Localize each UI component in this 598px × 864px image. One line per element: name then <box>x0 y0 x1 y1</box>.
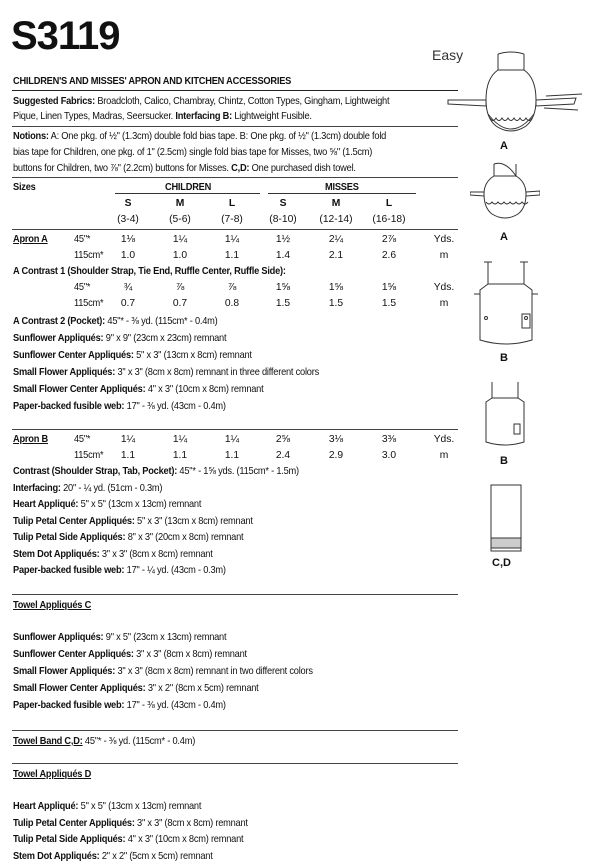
fabric-width: 115cm* <box>74 250 104 261</box>
towel-illustration <box>490 484 522 554</box>
requirement-line <box>13 348 252 363</box>
notions-line-3 <box>13 161 356 176</box>
requirement-text: 8" x 3" (20cm x 8cm) remnant <box>127 532 244 543</box>
requirement-label: Stem Dot Appliqués: <box>13 850 100 862</box>
yardage-cell: 1.4 <box>275 250 291 261</box>
size-letter: S <box>279 198 287 209</box>
requirement-text: 3" x 3" (8cm x 8cm) remnant <box>101 548 213 560</box>
apron-b-label: Apron B <box>13 434 48 445</box>
fabrics-line-2 <box>13 109 312 124</box>
fabrics-text-2: Pique, Linen Types, Madras, Seersucker. <box>13 111 174 122</box>
requirement-label: Paper-backed fusible web: <box>13 700 125 711</box>
yardage-cell: 1¼ <box>172 434 188 445</box>
towel-band-text: 45"* - ⅜ yd. (115cm* - 0.4m) <box>84 736 196 747</box>
pattern-title: CHILDREN'S AND MISSES' APRON AND KITCHEN ACCESSORIES <box>13 76 292 87</box>
requirement-line <box>13 832 243 847</box>
yardage-cell: 2⅞ <box>381 234 397 245</box>
size-letter: M <box>331 198 341 209</box>
notions-text-3: buttons for Children, two ⅞" (2.2cm) buttons for Misses. <box>13 163 229 174</box>
yardage-cell: 3⅜ <box>381 434 397 445</box>
yardage-cell: 1½ <box>275 234 291 245</box>
divider <box>12 126 458 127</box>
requirement-label: Contrast (Shoulder Strap, Tab, Pocket): <box>13 466 178 477</box>
size-range: (12-14) <box>319 214 353 225</box>
fabric-width: 45"* <box>74 234 91 245</box>
divider <box>12 594 458 595</box>
yardage-cell: 1.1 <box>172 450 188 461</box>
interfacing-label: Interfacing B: <box>175 111 232 122</box>
yardage-cell: 3⅛ <box>328 434 344 445</box>
requirement-text: 5" x 3" (13cm x 8cm) remnant <box>136 350 252 361</box>
apron-a-child-illustration <box>470 160 540 226</box>
requirement-label: Small Flower Appliqués: <box>13 367 116 378</box>
interfacing-text: Lightweight Fusible. <box>234 111 312 122</box>
yardage-cell: 1¼ <box>120 434 136 445</box>
requirement-text: 17" - ¼ yd. (43cm - 0.3m) <box>126 565 226 576</box>
requirement-line <box>13 382 263 397</box>
requirement-line <box>13 497 201 512</box>
unit-label: Yds. <box>433 434 455 445</box>
divider <box>12 429 458 430</box>
notions-line-1 <box>13 129 386 144</box>
requirement-line <box>13 647 247 662</box>
requirement-label: Tulip Petal Side Appliqués: <box>13 834 126 845</box>
yardage-cell: ¾ <box>123 282 133 293</box>
requirement-text: 2" x 2" (5cm x 5cm) remnant <box>101 850 213 862</box>
view-label-a: A <box>500 140 508 152</box>
fabrics-line-1 <box>13 94 389 109</box>
requirement-label: Interfacing: <box>13 482 61 494</box>
notions-label: Notions: <box>13 131 49 142</box>
yardage-cell: 1.1 <box>224 250 240 261</box>
divider <box>12 229 458 230</box>
requirement-text: 3" x 3" (8cm x 8cm) remnant in two different colors <box>117 666 313 677</box>
sizes-label: Sizes <box>13 182 36 193</box>
yardage-cell: 2⅝ <box>275 434 291 445</box>
requirement-text: 4" x 3" (10cm x 8cm) remnant <box>147 384 264 395</box>
unit-label: Yds. <box>433 282 455 293</box>
apron-b-illustration <box>474 260 538 352</box>
children-label: CHILDREN <box>165 182 212 193</box>
unit-label: m <box>439 298 449 309</box>
yardage-cell: 2.9 <box>328 450 344 461</box>
divider <box>12 730 458 731</box>
requirement-label: Paper-backed fusible web: <box>13 565 125 576</box>
apron-a-illustration <box>446 48 586 148</box>
yardage-cell: 1.5 <box>381 298 397 309</box>
requirement-line <box>13 481 162 496</box>
yardage-cell: 0.7 <box>172 298 188 309</box>
divider <box>12 90 458 91</box>
towel-d-heading: Towel Appliqués D <box>13 769 92 780</box>
towel-band-line <box>13 734 195 749</box>
requirement-label: Small Flower Center Appliqués: <box>13 683 146 694</box>
fabric-width: 115cm* <box>74 298 104 309</box>
size-letter: S <box>124 198 132 209</box>
requirement-text: 3" x 3" (8cm x 8cm) remnant <box>137 817 248 829</box>
yardage-cell: 1⅝ <box>275 282 291 293</box>
yardage-cell: 0.8 <box>224 298 240 309</box>
requirement-text: 45"* - 1⅝ yds. (115cm* - 1.5m) <box>179 466 299 477</box>
yardage-cell: 3.0 <box>381 450 397 461</box>
yardage-cell: 1.5 <box>275 298 291 309</box>
yardage-cell: 1¼ <box>172 234 188 245</box>
yardage-cell: 1.1 <box>120 450 136 461</box>
view-label-b-2: B <box>500 455 508 467</box>
requirement-line <box>13 799 201 814</box>
requirement-label: Tulip Petal Side Appliqués: <box>13 532 126 543</box>
requirement-text: 3" x 2" (8cm x 5cm) remnant <box>147 683 259 694</box>
requirement-label: Small Flower Appliqués: <box>13 666 116 677</box>
divider <box>12 177 458 178</box>
requirement-line <box>13 514 253 529</box>
notions-cd-label: C,D: <box>231 163 250 174</box>
requirement-text: 45"* - ⅜ yd. (115cm* - 0.4m) <box>107 316 218 327</box>
requirement-label: Stem Dot Appliqués: <box>13 548 100 560</box>
requirement-label: Sunflower Appliqués: <box>13 632 104 643</box>
requirement-text: 3" x 3" (8cm x 8cm) remnant in three different colors <box>117 367 320 378</box>
divider <box>12 763 458 764</box>
requirement-text: 9" x 9" (23cm x 23cm) remnant <box>105 333 227 344</box>
requirement-label: Sunflower Center Appliqués: <box>13 350 134 361</box>
size-range: (5-6) <box>169 214 191 225</box>
size-range: (8-10) <box>269 214 297 225</box>
size-range: (7-8) <box>221 214 243 225</box>
requirement-label: A Contrast 2 (Pocket): <box>13 316 106 327</box>
yardage-cell: 1⅝ <box>381 282 397 293</box>
requirement-text: 5" x 3" (13cm x 8cm) remnant <box>137 515 253 527</box>
requirement-label: Small Flower Center Appliqués: <box>13 384 146 395</box>
requirement-line <box>13 530 243 545</box>
requirement-text: 5" x 5" (13cm x 13cm) remnant <box>80 499 202 510</box>
requirement-line <box>13 399 226 414</box>
requirement-label: Sunflower Appliqués: <box>13 333 104 344</box>
requirement-label: Tulip Petal Center Appliqués: <box>13 817 135 829</box>
unit-label: Yds. <box>433 234 455 245</box>
children-underline <box>115 193 260 194</box>
size-letter: M <box>175 198 185 209</box>
requirement-line <box>13 630 226 645</box>
yardage-cell: 1.5 <box>328 298 344 309</box>
requirement-label: Tulip Petal Center Appliqués: <box>13 515 135 527</box>
yardage-cell: 1⅝ <box>328 282 344 293</box>
requirement-line <box>13 547 213 562</box>
yardage-cell: 2.4 <box>275 450 291 461</box>
yardage-cell: 1.1 <box>224 450 240 461</box>
requirement-line <box>13 563 226 578</box>
requirement-text: 3" x 3" (8cm x 8cm) remnant <box>136 649 247 660</box>
size-letter: L <box>228 198 236 209</box>
unit-label: m <box>439 250 449 261</box>
size-letter: L <box>385 198 393 209</box>
yardage-cell: 2¼ <box>328 234 344 245</box>
unit-label: m <box>439 450 449 461</box>
towel-band-label: Towel Band C,D: <box>13 736 83 747</box>
requirement-line <box>13 816 248 831</box>
requirement-label: Heart Appliqué: <box>13 499 79 510</box>
requirement-text: 5" x 5" (13cm x 13cm) remnant <box>80 801 202 812</box>
yardage-cell: 1¼ <box>224 234 240 245</box>
requirement-line <box>13 365 319 380</box>
pattern-number: S3119 <box>11 14 120 58</box>
requirement-line <box>13 681 259 696</box>
size-range: (16-18) <box>372 214 406 225</box>
yardage-cell: 1¼ <box>224 434 240 445</box>
requirement-line <box>13 849 213 864</box>
yardage-cell: 1.0 <box>120 250 136 261</box>
notions-text-1: A: One pkg. of ½" (1.3cm) double fold bias tape. B: One pkg. of ½" (1.3cm) double fold <box>50 131 387 142</box>
yardage-cell: 0.7 <box>120 298 136 309</box>
requirement-text: 20" - ¼ yd. (51cm - 0.3m) <box>63 482 163 494</box>
yardage-cell: 1⅛ <box>120 234 136 245</box>
requirement-label: Sunflower Center Appliqués: <box>13 649 134 660</box>
towel-c-heading: Towel Appliqués C <box>13 600 92 611</box>
fabrics-label: Suggested Fabrics: <box>13 96 95 107</box>
yardage-cell: 2.1 <box>328 250 344 261</box>
notions-text-3b: One purchased dish towel. <box>251 163 356 174</box>
fabric-width: 115cm* <box>74 450 104 461</box>
requirement-line <box>13 698 226 713</box>
requirement-text: 9" x 5" (23cm x 13cm) remnant <box>105 632 227 643</box>
yardage-cell: ⅞ <box>175 282 185 293</box>
fabric-width: 45"* <box>74 434 91 445</box>
requirement-line <box>13 664 313 679</box>
requirement-line <box>13 314 218 329</box>
requirement-text: 17" - ⅜ yd. (43cm - 0.4m) <box>126 700 226 711</box>
view-label-cd: C,D <box>492 557 511 569</box>
view-label-b: B <box>500 352 508 364</box>
notions-line-2: bias tape for Children, one pkg. of 1" (2.5cm) single fold bias tape for Misses, two ⅝" (1.5cm) <box>13 147 373 158</box>
apron-b-child-illustration <box>482 380 528 452</box>
apron-a-contrast1-label: A Contrast 1 (Shoulder Strap, Tie End, Ruffle Center, Ruffle Side): <box>13 266 286 277</box>
yardage-cell: 1.0 <box>172 250 188 261</box>
misses-label: MISSES <box>325 182 359 193</box>
requirement-line <box>13 464 299 479</box>
yardage-cell: ⅞ <box>227 282 237 293</box>
fabrics-text: Broadcloth, Calico, Chambray, Chintz, Cotton Types, Gingham, Lightweight <box>97 96 390 107</box>
yardage-cell: 2.6 <box>381 250 397 261</box>
view-label-a-2: A <box>500 231 508 243</box>
size-range: (3-4) <box>117 214 139 225</box>
difficulty-label: Easy <box>432 47 464 63</box>
requirement-line <box>13 331 226 346</box>
requirement-label: Paper-backed fusible web: <box>13 401 125 412</box>
requirement-label: Heart Appliqué: <box>13 801 79 812</box>
apron-a-label: Apron A <box>13 234 48 245</box>
fabric-width: 45"* <box>74 282 91 293</box>
requirement-text: 4" x 3" (10cm x 8cm) remnant <box>127 834 244 845</box>
requirement-text: 17" - ⅜ yd. (43cm - 0.4m) <box>126 401 226 412</box>
misses-underline <box>268 193 416 194</box>
